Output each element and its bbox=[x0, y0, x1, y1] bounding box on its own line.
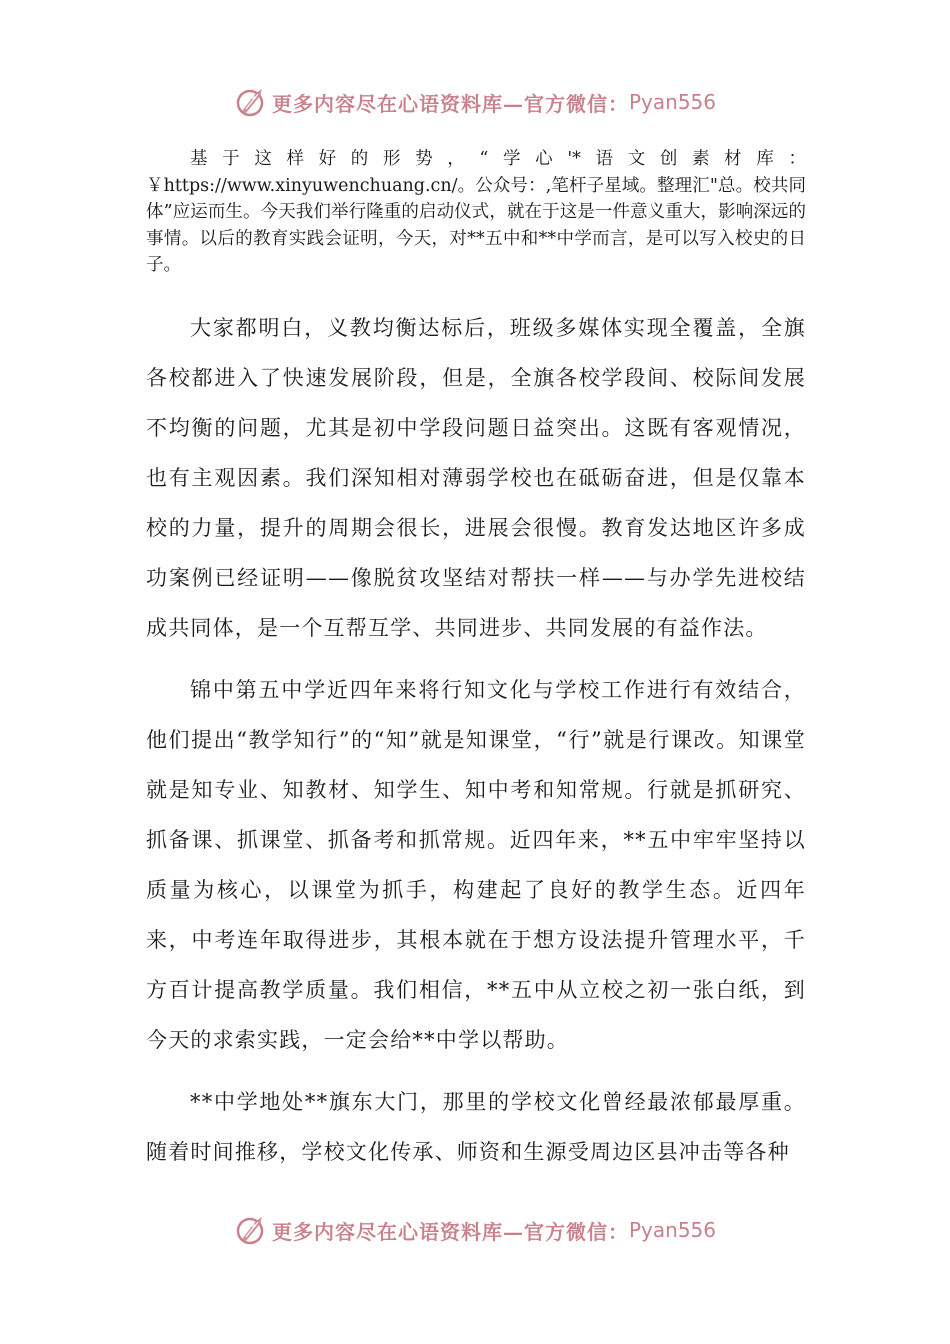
header-banner bbox=[0, 82, 950, 122]
banner-wechat-id: Pyan556 bbox=[628, 90, 716, 114]
document-body bbox=[146, 146, 806, 1177]
paragraph-3: 锦中第五中学近四年来将行知文化与学校工作进行有效结合，他们提出“教学知行”的“知”就是知课堂，“行”就是行课改。知课堂就是知专业、知教材、知学生、知中考和知常规。行就是抓研究、抓备课、抓课堂、抓备考和抓常规。近四年来，**五中牢牢坚持以质量为核心，以课堂为抓手，构建起了良好的教学生态。近四年来，中考连年取得进步，其根本就在于想方设法提升管理水平，千方百计提高教学质量。我们相信，**五中从立校之初一张白纸，到今天的求索实践，一定会给**中学以帮助。 bbox=[146, 677, 806, 1052]
banner-text: 更多内容尽在心语资料库—官方微信： bbox=[271, 91, 629, 116]
paragraph-2: 大家都明白，义教均衡达标后，班级多媒体实现全覆盖，全旗各校都进入了快速发展阶段，但是，全旗各校学段间、校际间发展不均衡的问题，尤其是初中学段问题日益突出。这既有客观情况，也有主观因素。我们深知相对薄弱学校也在砥砺奋进，但是仅靠本校的力量，提升的周期会很长，进展会很慢。教育发达地区许多成功案例已经证明——像脱贫攻坚结对帮扶一样——与办学先进校结成共同体，是一个互帮互学、共同进步、共同发展的有益作法。 bbox=[146, 315, 806, 640]
banner-wechat-id: Pyan556 bbox=[628, 1218, 716, 1242]
pen-nib-icon bbox=[234, 85, 268, 119]
pen-nib-icon bbox=[234, 1213, 268, 1247]
paragraph-1: 基于这样好的形势，“学心'*语文创素材库：￥https://www.xinyuwenchuang.cn/。公众号：,笔杆子星域。整理汇"总。校共同体”应运而生。今天我们举行隆重的启动仪式，就在于这是一件意义重大，影响深远的事情。以后的教育实践会证明，今天，对**五中和**中学而言，是可以写入校史的日子。 bbox=[146, 149, 806, 275]
footer-banner bbox=[0, 1210, 950, 1250]
banner-text: 更多内容尽在心语资料库—官方微信： bbox=[271, 1219, 629, 1244]
paragraph-4: **中学地处**旗东大门，那里的学校文化曾经最浓郁最厚重。随着时间推移，学校文化传承、师资和生源受周边区县冲击等各种 bbox=[146, 1089, 806, 1164]
